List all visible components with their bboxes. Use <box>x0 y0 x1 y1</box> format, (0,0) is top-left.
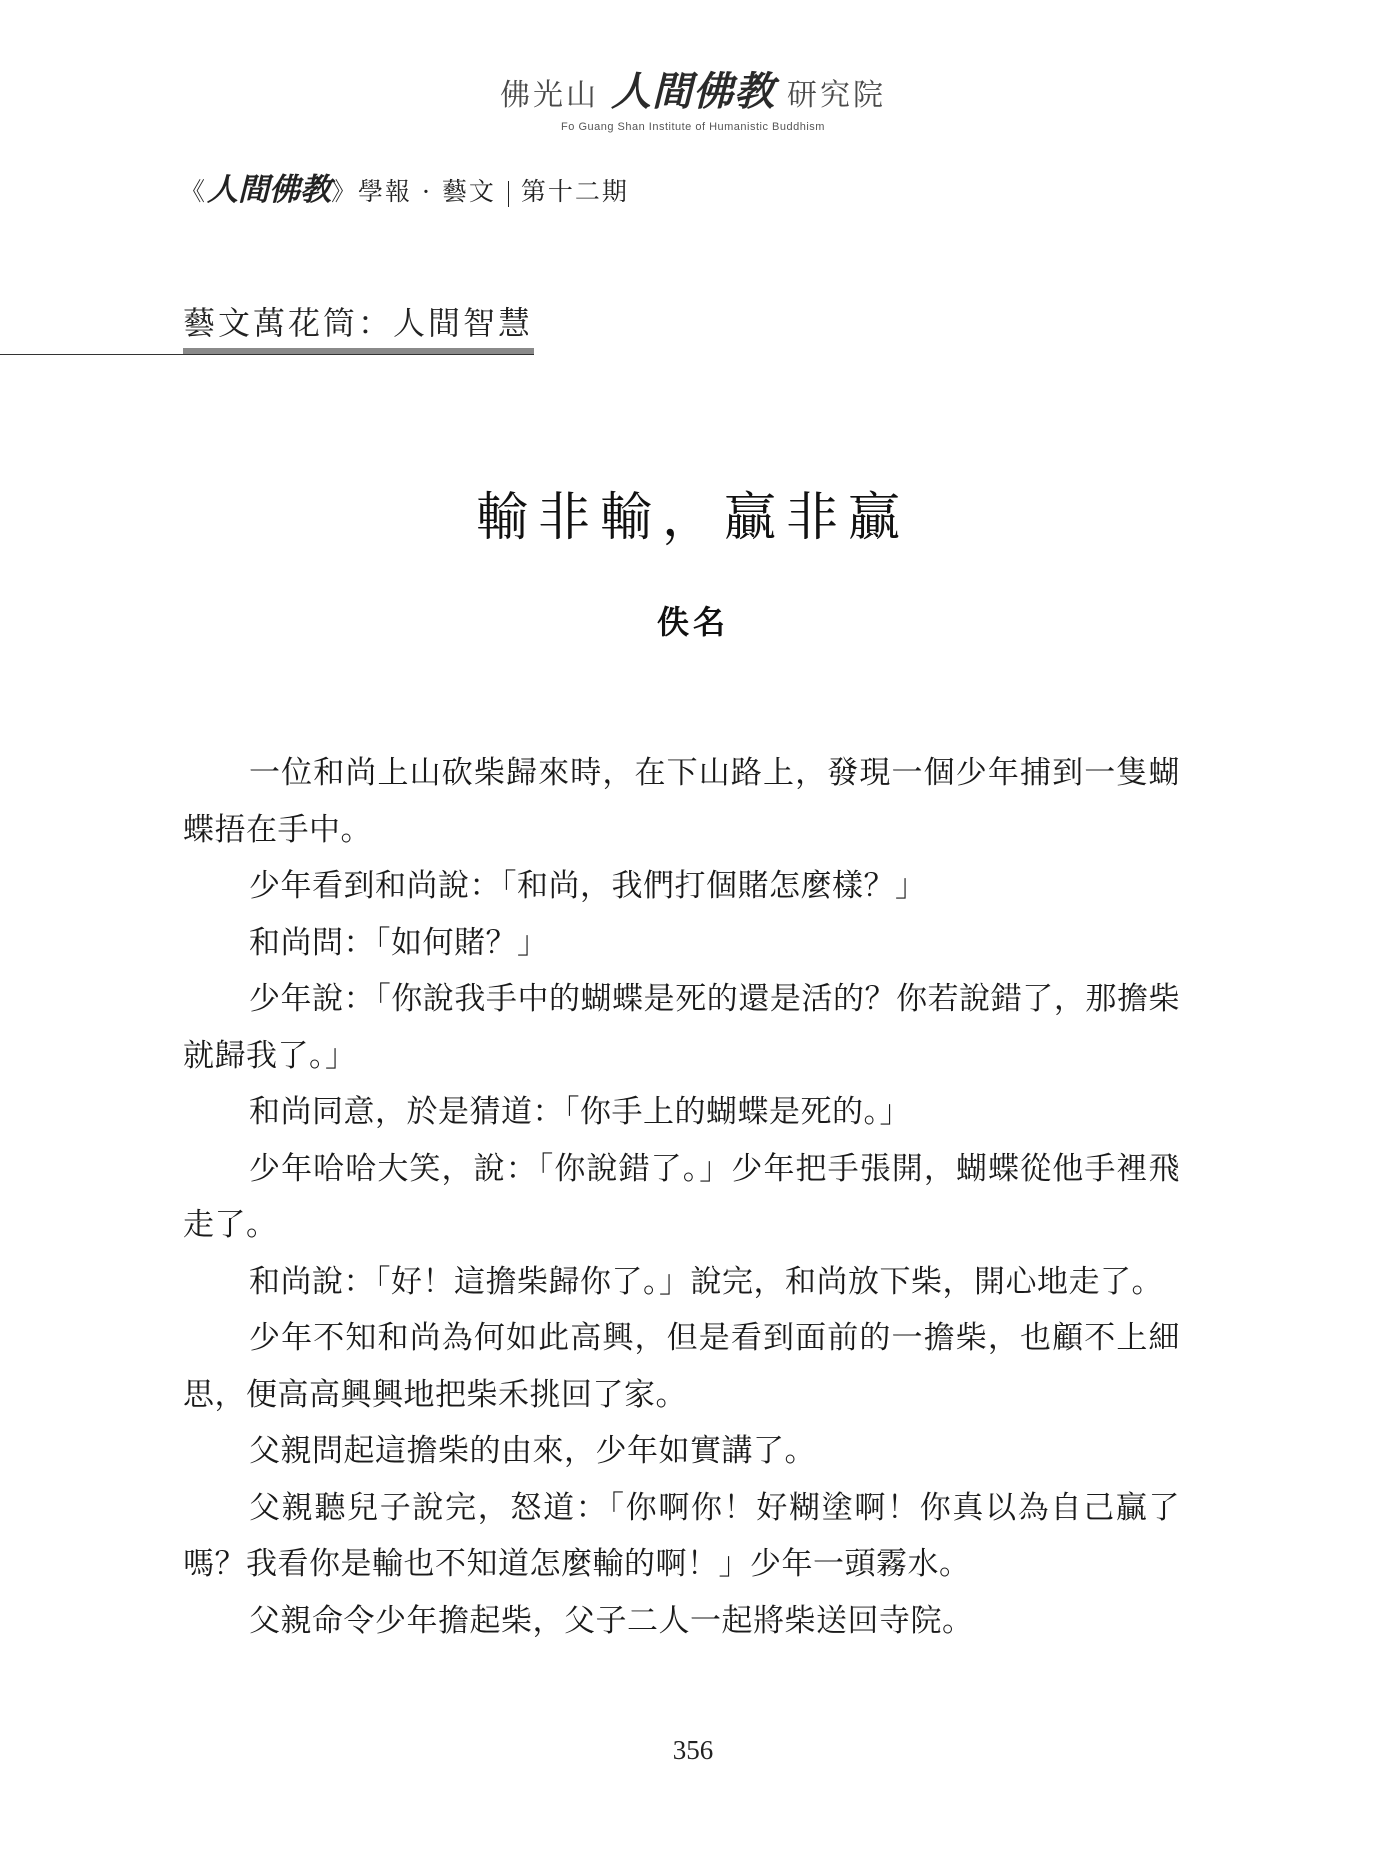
article-body <box>183 745 1180 1649</box>
institute-brand-calligraphy: 人間佛教 <box>611 68 775 115</box>
institute-logo <box>500 60 886 117</box>
paragraph: 一位和尚上山砍柴歸來時，在下山路上，發現一個少年捕到一隻蝴蝶捂在手中。 <box>183 755 1180 848</box>
paragraph: 父親命令少年擔起柴，父子二人一起將柴送回寺院。 <box>249 1602 974 1639</box>
institute-header <box>0 60 1386 133</box>
journal-brand-calligraphy: 人間佛教 <box>207 172 332 208</box>
paragraph: 父親聽兒子說完，怒道：「你啊你！好糊塗啊！你真以為自己贏了嗎？我看你是輸也不知道怎麼輸的啊！」少年一頭霧水。 <box>183 1489 1180 1582</box>
journal-separator <box>508 181 509 207</box>
journal-open-bracket: 《 <box>180 177 208 206</box>
paragraph: 少年哈哈大笑，說：「你說錯了。」少年把手張開，蝴蝶從他手裡飛走了。 <box>183 1150 1180 1243</box>
institute-english-name: Fo Guang Shan Institute of Humanistic Buddhism <box>561 121 825 133</box>
institute-name-left: 佛光山 <box>500 78 599 113</box>
journal-running-head <box>180 164 629 209</box>
journal-issue: 第十二期 <box>520 177 629 206</box>
article-author: 佚名 <box>656 603 729 641</box>
paragraph: 和尚說：「好！這擔柴歸你了。」說完，和尚放下柴，開心地走了。 <box>249 1263 1163 1300</box>
paragraph: 少年看到和尚說：「和尚，我們打個賭怎麼樣？」 <box>249 868 927 904</box>
paragraph: 少年說：「你說我手中的蝴蝶是死的還是活的？你若說錯了，那擔柴就歸我了。」 <box>183 981 1180 1074</box>
journal-dot: · <box>422 177 432 206</box>
page-number: 356 <box>672 1735 714 1765</box>
paragraph: 少年不知和尚為何如此高興，但是看到面前的一擔柴，也顧不上細思，便高高興興地把柴禾挑回了家。 <box>183 1320 1180 1413</box>
journal-close-bracket: 》 <box>331 177 359 206</box>
section-rule <box>0 354 534 355</box>
article-title: 輸非輸，贏非贏 <box>475 488 910 548</box>
journal-category: 藝文 <box>441 177 496 206</box>
institute-name-right: 研究院 <box>787 78 886 113</box>
paragraph: 和尚同意，於是猜道：「你手上的蝴蝶是死的。」 <box>249 1094 911 1130</box>
section-title: 藝文萬花筒：人間智慧 <box>183 304 534 342</box>
journal-name: 學報 <box>358 177 413 206</box>
paragraph: 和尚問：「如何賭？」 <box>249 924 549 961</box>
paragraph: 父親問起這擔柴的由來，少年如實講了。 <box>249 1433 816 1469</box>
